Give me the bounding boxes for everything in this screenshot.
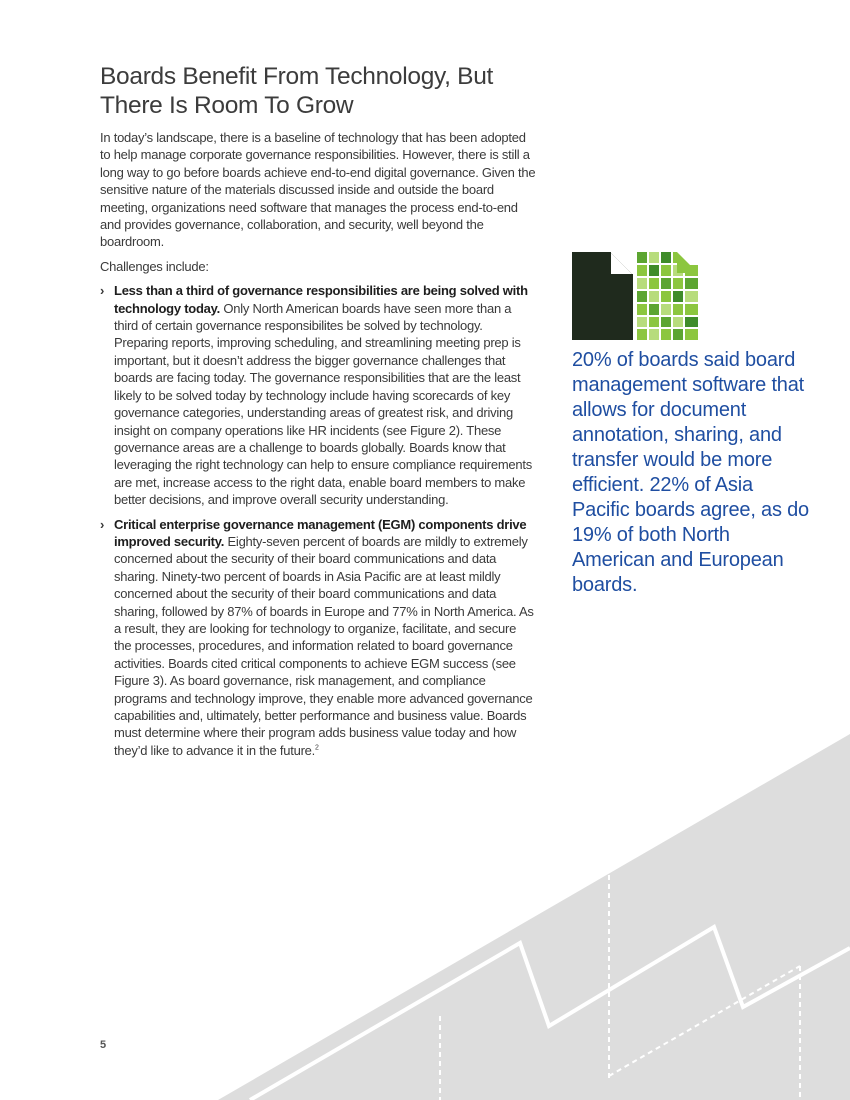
page-title: Boards Benefit From Technology, But There Is Room To Grow: [100, 63, 494, 119]
chevron-right-icon: ›: [100, 516, 105, 532]
sidebar-callout: [572, 252, 812, 598]
gray-diagonal-shape: [218, 734, 850, 1100]
list-item: [100, 282, 536, 508]
page-number: 5: [100, 1039, 107, 1051]
intro-paragraph: In today’s landscape, there is a baseline of technology that has been adopted to help manage corporate governance responsibilities. However, there is still a long way to go before boards achieve end-to-end digital governance. Given the sensitive nature of the materials discussed inside and outside the board meeting, organizations need software that manages the process end-to-end and provides governance, collaboration, and security, well beyond the boardroom.: [100, 130, 536, 250]
bullet-lead: Less than a third of governance responsibilities are being solved with technology today.: [114, 283, 528, 316]
list-item: [100, 516, 536, 760]
callout-text: 20% of boards said board management software that allows for document annotation, sharing, and transfer would be more efficient. 22% of Asia Pacific boards agree, as do 19% of both North American and European boards.: [572, 349, 809, 596]
list-item-text: [114, 282, 536, 508]
document-pair-icon: [572, 252, 698, 340]
bullet-body: Only North American boards have seen more than a third of certain governance responsibilites be solved by technology. Preparing reports, improving scheduling, and streamlining meeting prep is important, but it doesn’t address the bigger governance challenges that boards are facing today. The governance responsibilities that are the least likely to be solved today by technology include having scorecards of key governance categories, understanding areas of greatest risk, and driving insight on company operations like HR incidents (see Figure 2). These governance areas are a challenge to boards globally. Boards know that leveraging the right technology can help to ensure compliance requirements are met, increase access to the right data, enable board members to make better decisions, and improve overall security understanding.: [114, 300, 532, 508]
list-item-text: [114, 516, 536, 760]
bullet-lead: Critical enterprise governance management (EGM) components drive improved security.: [114, 516, 527, 549]
footnote-marker: 2: [315, 744, 319, 752]
challenges-list: [100, 282, 536, 759]
challenges-label: Challenges include:: [100, 258, 209, 274]
chevron-right-icon: ›: [100, 283, 105, 299]
main-column: [100, 62, 536, 766]
bullet-body: Eighty-seven percent of boards are mildly to extremely concerned about the security of their board communications and data sharing. Ninety-two percent of boards in Asia Pacific are at least mildly concerned about the security of their board communications and data sharing, followed by 87% of boards in Europe and 77% in North America. As a result, they are looking for technology to organize, facilitate, and secure the processes, procedures, and information related to board governance activities. Boards cited critical components to achieve EGM success (see Figure 3). As board governance, risk management, and compliance programs and technology improve, they enable more advanced governance capabilities and, ultimately, better performance and business value. Boards must determine where their program adds business value today and how they’d like to advance it in the future.: [114, 533, 534, 758]
